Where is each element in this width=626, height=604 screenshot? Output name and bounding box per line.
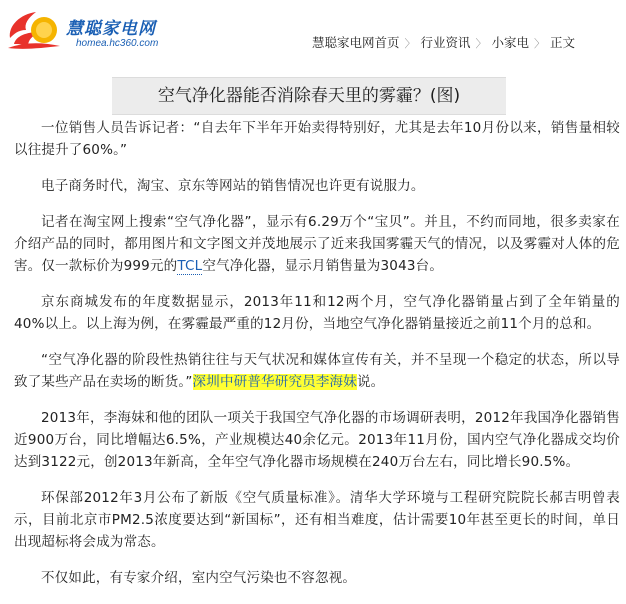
paragraph-2: 电子商务时代，淘宝、京东等网站的销售情况也许更有说服力。 bbox=[41, 178, 425, 194]
breadcrumb-current: 正文 bbox=[550, 35, 576, 50]
paragraph-4: 京东商城发布的年度数据显示，2013年11和12两个月，空气净化器销量占到了全年销量的40%以上。以上海为例，在雾霾最严重的12月份，当地空气净化器销量接近之前11个月的总和。 bbox=[14, 294, 620, 332]
paragraph-7: 环保部2012年3月公布了新版《空气质量标准》。清华大学环境与工程研究院院长郝吉明曾表示，目前北京市PM2.5浓度要达到“新国标”，还有相当难度，估计需要10年甚至更长的时间，单日出现超标将会成为常态。 bbox=[14, 490, 620, 550]
article-title-bar bbox=[112, 77, 506, 115]
paragraph-3-text-b: 空气净化器，显示月销售量为3043台。 bbox=[202, 258, 444, 274]
chevron-right-icon: 〉 bbox=[534, 37, 546, 50]
paragraph-5-quote: “空气净化器的阶段性热销往往与天气状况和媒体宣传有关，并不呈现一个稳定的状态，所以导致了某些产品在卖场的断货。” bbox=[14, 352, 620, 390]
site-logo[interactable] bbox=[6, 6, 176, 56]
breadcrumb bbox=[312, 33, 575, 51]
chevron-right-icon: 〉 bbox=[475, 37, 487, 50]
paragraph-3-text-a: 记者在淘宝网上搜索“空气净化器”，显示有6.29万个“宝贝”。并且，不约而同地，很多卖家在介绍产品的同时，都用图片和文字图文并茂地展示了近来我国雾霾天气的情况，以及雾霾对人体的危害。仅一款标价为999元的 bbox=[14, 214, 620, 274]
article-body bbox=[14, 117, 620, 603]
paragraph-3 bbox=[14, 211, 620, 277]
paragraph-1: 一位销售人员告诉记者：“自去年下半年开始卖得特别好，尤其是去年10月份以来，销售量相较以往提升了60%。” bbox=[14, 120, 620, 158]
highlighted-researcher-name: 深圳中研普华研究员李海妹 bbox=[192, 374, 357, 390]
flame-sun-logo-icon bbox=[6, 8, 62, 52]
breadcrumb-home-link[interactable]: 慧聪家电网首页 bbox=[312, 35, 400, 50]
paragraph-5-tail: 说。 bbox=[356, 374, 385, 390]
article-title: 空气净化器能否消除春天里的雾霾？(图) bbox=[157, 86, 461, 106]
logo-name: 慧聪家电网 bbox=[66, 19, 156, 39]
chevron-right-icon: 〉 bbox=[404, 37, 416, 50]
paragraph-5 bbox=[14, 349, 620, 393]
breadcrumb-industry-news-link[interactable]: 行业资讯 bbox=[420, 35, 471, 50]
paragraph-6: 2013年，李海妹和他的团队一项关于我国空气净化器的市场调研表明，2012年我国净化器销售近900万台，同比增幅达6.5%，产业规模达40余亿元。2013年11月份，国内空气净化器成交均价达到3122元，创2013年新高，全年空气净化器市场规模在240万台左右，同比增长90.5%。 bbox=[14, 410, 620, 470]
paragraph-8: 不仅如此，有专家介绍，室内空气污染也不容忽视。 bbox=[41, 570, 357, 586]
logo-domain: homea.hc360.com bbox=[76, 38, 159, 49]
breadcrumb-small-appliance-link[interactable]: 小家电 bbox=[491, 35, 530, 50]
tcl-brand-link[interactable]: TCL bbox=[177, 258, 203, 274]
